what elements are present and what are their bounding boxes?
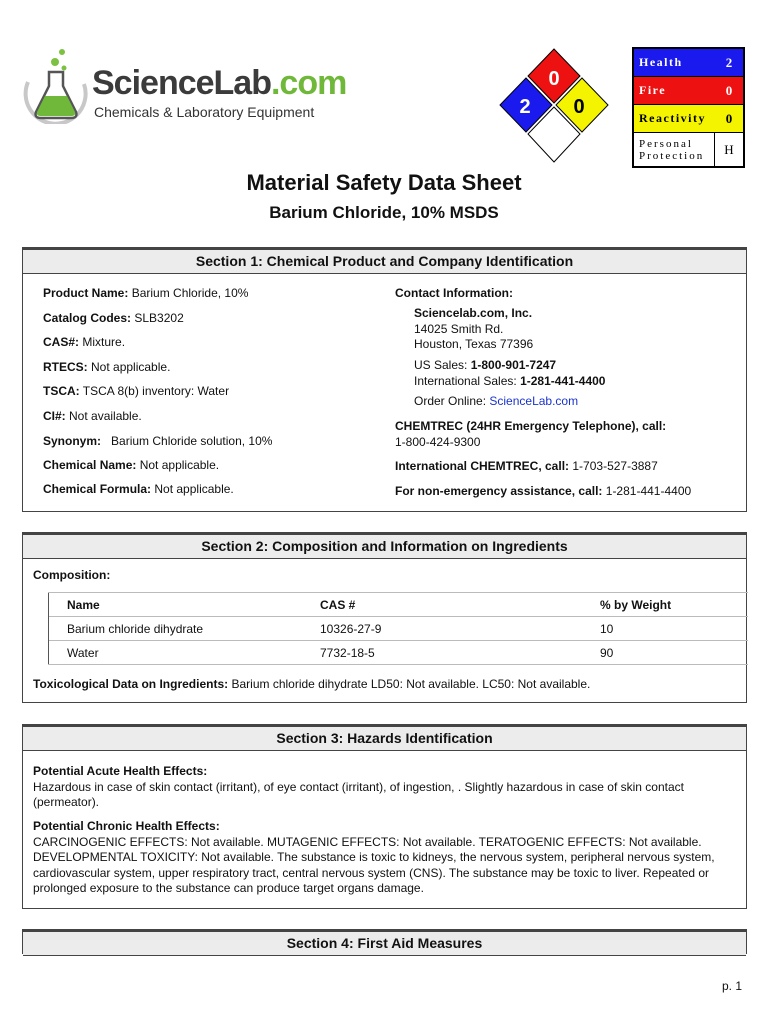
flask-logo-icon — [18, 44, 90, 124]
hazard-row-reactivity: Reactivity 0 — [634, 105, 743, 133]
hazard-row-fire: Fire 0 — [634, 77, 743, 105]
chemtrec-phone: 1-800-424-9300 — [395, 435, 481, 449]
section-3-heading: Section 3: Hazards Identification — [23, 725, 746, 751]
table-row: Barium chloride dihydrate 10326-27-9 10 — [49, 617, 749, 641]
section-4-heading: Section 4: First Aid Measures — [23, 930, 746, 956]
us-sales: US Sales: 1-800-901-7247 — [414, 358, 557, 372]
order-online-link[interactable]: ScienceLab.com — [489, 394, 579, 408]
hazard-rating-table — [632, 47, 745, 168]
hazard-row-health: Health 2 — [634, 49, 743, 77]
product-name: Product Name: Barium Chloride, 10% — [43, 286, 249, 300]
company-name: Sciencelab.com, Inc. — [414, 306, 533, 320]
section-1-heading: Section 1: Chemical Product and Company Identification — [23, 248, 746, 274]
contact-label: Contact Information: — [395, 286, 513, 300]
table-row: Water 7732-18-5 90 — [49, 641, 749, 665]
nfpa-reactivity-value: 0 — [573, 96, 585, 118]
chemical-name: Chemical Name: Not applicable. — [43, 458, 220, 472]
address-line-2: Houston, Texas 77396 — [414, 337, 534, 351]
rtecs: RTECS: Not applicable. — [43, 360, 171, 374]
tsca: TSCA: TSCA 8(b) inventory: Water — [43, 384, 230, 398]
address-line-1: 14025 Smith Rd. — [414, 322, 504, 336]
section-1 — [22, 247, 747, 512]
table-header-row: Name CAS # % by Weight — [49, 593, 749, 617]
ci-number: CI#: Not available. — [43, 409, 142, 423]
composition-label: Composition: — [33, 568, 111, 582]
nfpa-health-value: 2 — [519, 96, 531, 118]
section-4 — [22, 929, 747, 954]
page-number: p. 1 — [721, 979, 742, 993]
composition-table — [48, 592, 748, 665]
toxicological-data: Toxicological Data on Ingredients: Barium chloride dihydrate LD50: Not available. LC50: Not available. — [33, 677, 591, 691]
international-chemtrec: International CHEMTREC, call: 1-703-527-3887 — [395, 459, 658, 473]
synonym: Synonym: Barium Chloride solution, 10% — [43, 434, 273, 448]
international-sales: International Sales: 1-281-441-4400 — [414, 374, 606, 388]
chemtrec-label: CHEMTREC (24HR Emergency Telephone), call: — [395, 419, 667, 433]
cas-number: CAS#: Mixture. — [43, 335, 126, 349]
nfpa-diamond-icon — [499, 47, 609, 164]
hazard-row-personal-protection: Personal Protection H — [634, 133, 743, 166]
logo-wordmark: ScienceLab.com — [92, 64, 347, 102]
page-subtitle: Barium Chloride, 10% MSDS — [269, 203, 499, 222]
chemical-formula: Chemical Formula: Not applicable. — [43, 482, 234, 496]
acute-health-effects: Potential Acute Health Effects: Hazardous in case of skin contact (irritant), of eye contact (irritant), of ingestion, . Slightly hazardous in case of skin contact (permeator). — [33, 764, 684, 809]
logo-tagline: Chemicals & Laboratory Equipment — [94, 104, 315, 120]
section-2 — [22, 532, 747, 703]
order-online: Order Online: ScienceLab.com — [414, 394, 579, 408]
non-emergency: For non-emergency assistance, call: 1-281-441-4400 — [395, 484, 692, 498]
section-3 — [22, 724, 747, 909]
nfpa-fire-value: 0 — [548, 68, 560, 90]
section-2-heading: Section 2: Composition and Information on Ingredients — [23, 533, 746, 559]
catalog-codes: Catalog Codes: SLB3202 — [43, 311, 184, 325]
page-title: Material Safety Data Sheet — [246, 170, 522, 195]
chronic-health-effects: Potential Chronic Health Effects: CARCINOGENIC EFFECTS: Not available. MUTAGENIC EFFECTS: Not available. TERATOGENIC EFFECTS: Not available. DEVELOPMENTAL TOXICITY: Not available. The substance is toxic to kidneys, the nervous system, peripheral nervous system, cardiovascular system, upper respiratory tract, central nervous system (CNS). The substance may be toxic to liver. Repeated or prolonged exposure to the substance can produce target organs damage. — [33, 819, 715, 895]
